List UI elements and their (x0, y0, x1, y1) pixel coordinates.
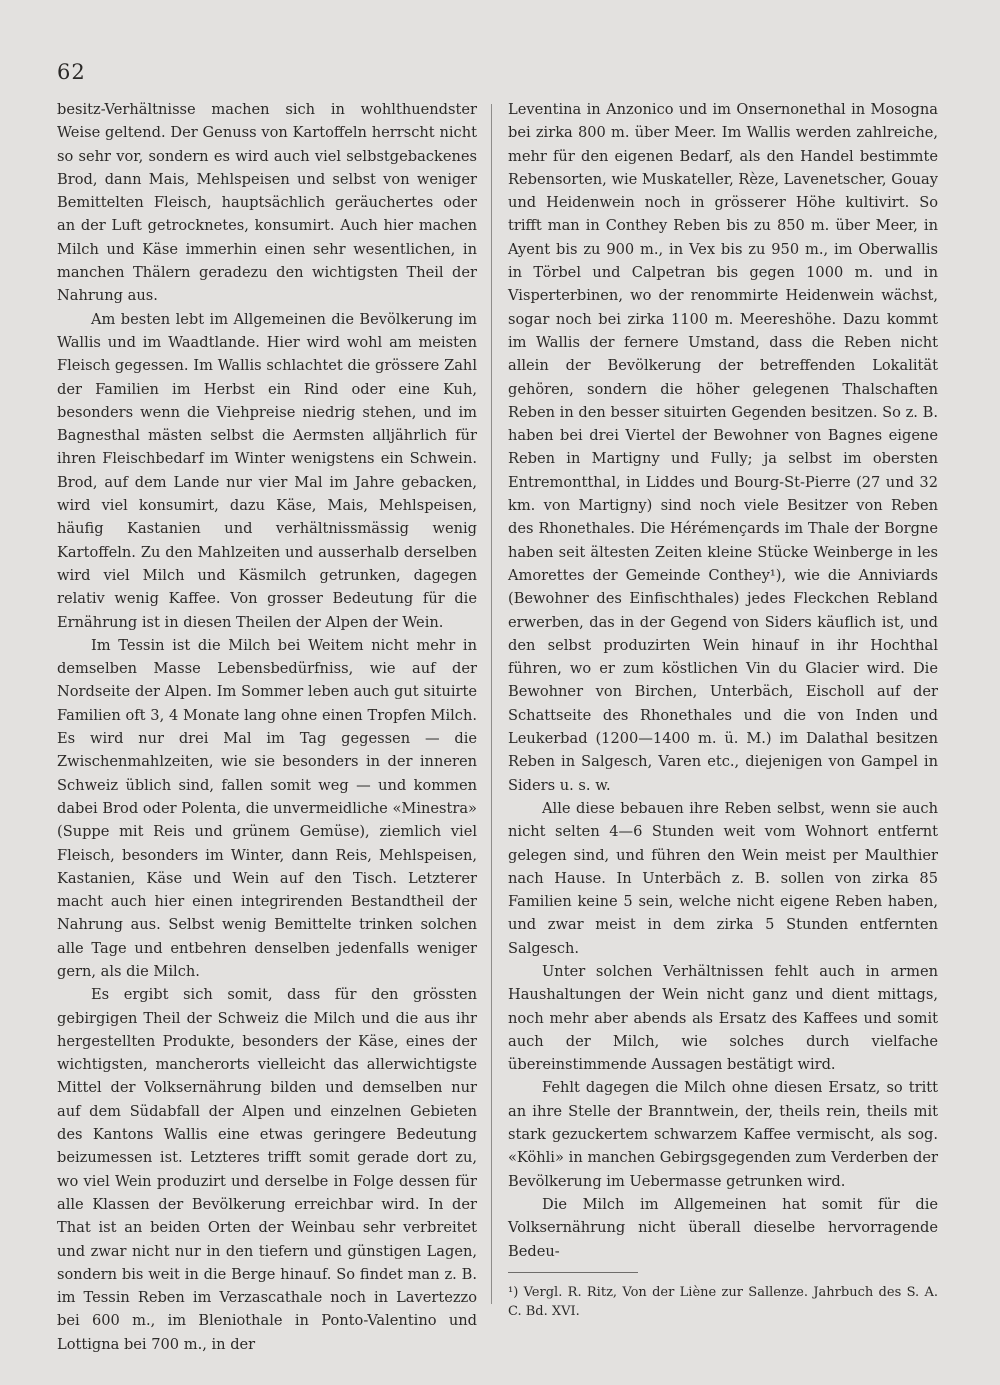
left-column (57, 98, 477, 1356)
paragraph: Am besten lebt im Allgemeinen die Bevölkerung im Wallis und im Waadtlande. Hier wird wohl am meisten Fleisch gegessen. Im Wallis schlachtet die grössere Zahl der Familien im Herbst ein Rind oder eine Kuh, besonders wenn die Viehpreise niedrig stehen, und im Bagnesthal mästen selbst die Aermsten alljährlich für ihren Fleischbedarf im Winter wenigstens ein Schwein. Brod, auf dem Lande nur vier Mal im Jahre gebacken, wird viel konsumirt, dazu Käse, Mais, Mehlspeisen, häufig Kastanien und verhältnissmässig wenig Kartoffeln. Zu den Mahlzeiten und ausserhalb derselben wird viel Milch und Käsmilch getrunken, dagegen relativ wenig Kaffee. Von grosser Bedeutung für die Ernährung ist in diesen Theilen der Alpen der Wein. (57, 310, 477, 631)
paragraph: Im Tessin ist die Milch bei Weitem nicht mehr in demselben Masse Lebensbedürfniss, wie auf der Nordseite der Alpen. Im Sommer leben auch gut situirte Familien oft 3, 4 Monate lang ohne einen Tropfen Milch. Es wird nur drei Mal im Tag gegessen — die Zwischenmahlzeiten, wie sie besonders in der inneren Schweiz üblich sind, fallen somit weg — und kommen dabei Brod oder Polenta, die unvermeidliche «Minestra» (Suppe mit Reis und grünem Gemüse), ziemlich viel Fleisch, besonders im Winter, dann Reis, Mehlspeisen, Kastanien, Käse und Wein auf den Tisch. Letzterer macht auch hier einen integrirenden Bestandtheil der Nahrung aus. Selbst wenig Bemittelte trinken solchen alle Tage und entbehren denselben jedenfalls weniger gern, als die Milch. (57, 636, 477, 980)
right-column (508, 98, 938, 1321)
page-number: 62 (57, 60, 86, 84)
paragraph: Die Milch im Allgemeinen hat somit für die Volksernährung nicht überall dieselbe hervorragende Bedeu- (508, 1195, 938, 1260)
paragraph: Es ergibt sich somit, dass für den grössten gebirgigen Theil der Schweiz die Milch und die aus ihr hergestellten Produkte, besonders der Käse, eines der wichtigsten, mancherorts vielleicht das allerwichtigste Mittel der Volksernährung bilden und demselben nur auf dem Südabfall der Alpen und einzelnen Gebieten des Kantons Wallis eine etwas geringere Bedeutung beizumessen ist. Letzteres trifft somit gerade dort zu, wo viel Wein produzirt und derselbe in Folge dessen für alle Klassen der Bevölkerung erreichbar wird. In der That ist an beiden Orten der Weinbau sehr verbreitet und zwar nicht nur in den tiefern und günstigen Lagen, sondern bis weit in die Berge hinauf. So findet man z. B. im Tessin Reben im Verzascathale noch in Lavertezzo bei 600 m., im Bleniothale in Ponto-Valentino und Lottigna bei 700 m., in der (57, 986, 477, 1353)
footnote-rule (508, 1272, 638, 1273)
paragraph: Leventina in Anzonico und im Onsernonethal in Mosogna bei zirka 800 m. über Meer. Im Wallis werden zahlreiche, mehr für den eigenen Bedarf, als den Handel bestimmte Rebensorten, wie Muskateller, Rèze, Lavenetscher, Gouay und Heidenwein noch in grösserer Höhe kultivirt. So trifft man in Conthey Reben bis zu 850 m. über Meer, in Ayent bis zu 900 m., in Vex bis zu 950 m., im Oberwallis in Törbel und Calpetran bis gegen 1000 m. und in Visperterbinen, wo der renommirte Heidenwein wächst, sogar noch bei zirka 1100 m. Meereshöhe. Dazu kommt im Wallis der fernere Umstand, dass die Reben nicht allein der Bevölkerung der betreffenden Lokalität gehören, sondern die höher gelegenen Thalschaften Reben in den besser situirten Gegenden besitzen. So z. B. haben bei drei Viertel der Bewohner von Bagnes eigene Reben in Martigny und Fully; ja selbst im obersten Entremontthal, in Liddes und Bourg-St-Pierre (27 und 32 km. von Martigny) sind noch viele Besitzer von Reben des Rhonethales. Die Hérémençards im Thale der Borgne haben seit ältesten Zeiten kleine Stücke Weinberge in les Amorettes der Gemeinde Conthey¹), wie die Anniviards (Bewohner des Einfischthales) jedes Fleckchen Rebland erwerben, das in der Gegend von Siders käuflich ist, und den selbst produzirten Wein hinauf in ihr Hochthal führen, wo er zum köstlichen Vin du Glacier wird. Die Bewohner von Birchen, Unterbäch, Eischoll auf der Schattseite des Rhonethales und die von Inden und Leukerbad (1200—1400 m. ü. M.) im Dalathal besitzen Reben in Salgesch, Varen etc., diejenigen von Gampel in Siders u. s. w. (508, 101, 938, 794)
paragraph: Alle diese bebauen ihre Reben selbst, wenn sie auch nicht selten 4—6 Stunden weit vom Wohnort entfernt gelegen sind, und führen den Wein meist per Maulthier nach Hause. In Unterbäch z. B. sollen von zirka 85 Familien keine 5 sein, welche nicht eigene Reben haben, und zwar meist in dem zirka 5 Stunden entfernten Salgesch. (508, 799, 938, 957)
column-divider (491, 104, 492, 1304)
paragraph: Unter solchen Verhältnissen fehlt auch in armen Haushaltungen der Wein nicht ganz und dient mittags, noch mehr aber abends als Ersatz des Kaffees und somit auch der Milch, wie solches durch vielfache übereinstimmende Aussagen bestätigt wird. (508, 962, 938, 1074)
footnote: ¹) Vergl. R. Ritz, Von der Liène zur Sallenze. Jahrbuch des S. A. C. Bd. XVI. (508, 1284, 938, 1319)
paragraph: Fehlt dagegen die Milch ohne diesen Ersatz, so tritt an ihre Stelle der Branntwein, der, theils rein, theils mit stark gezuckertem schwarzem Kaffee vermischt, als sog. «Köhli» in manchen Gebirgsgegenden zum Verderben der Bevölkerung im Uebermasse getrunken wird. (508, 1079, 938, 1190)
paragraph: besitz-Verhältnisse machen sich in wohlthuendster Weise geltend. Der Genuss von Kartoffeln herrscht nicht so sehr vor, sondern es wird auch viel selbstgebackenes Brod, dann Mais, Mehlspeisen und selbst von weniger Bemittelten Fleisch, hauptsächlich geräuchertes oder an der Luft getrocknetes, konsumirt. Auch hier machen Milch und Käse immerhin einen sehr wesentlichen, in manchen Thälern geradezu den wichtigsten Theil der Nahrung aus. (57, 101, 477, 305)
